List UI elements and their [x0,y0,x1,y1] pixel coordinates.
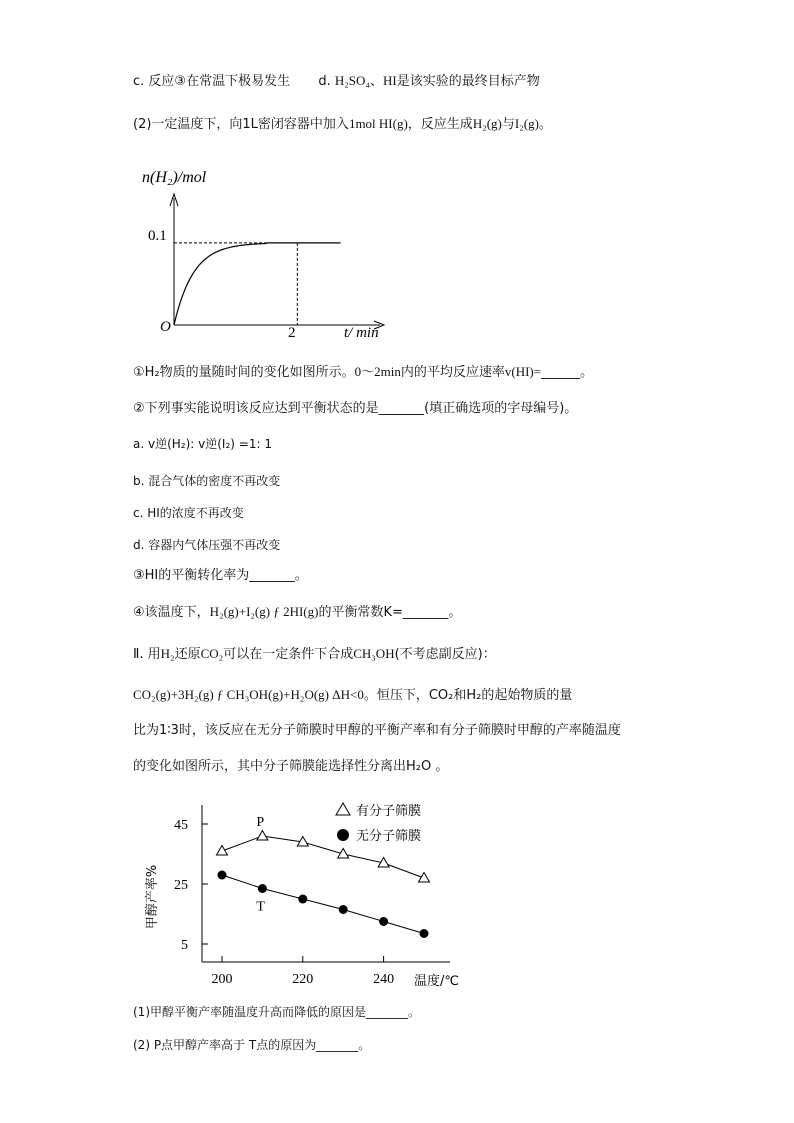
without-membrane-point-4 [379,917,388,926]
part2-line1 [133,645,496,664]
without-membrane-point-3 [339,905,348,914]
part2-l1-d: CO₂ [200,646,224,661]
part2-line4: 的变化如图所示，其中分子筛膜能选择性分离出H₂O 。 [133,759,449,774]
option-c: c. 反应③在常温下极易发生 [133,74,291,89]
q2-2-option-b: b. 混合气体的密度不再改变 [133,474,281,488]
part2-equation: CO₂(g)+3H₂(g) ƒ CH₃OH(g)+H₂O(g) ΔH<0 [133,687,364,702]
part2-l2-b: 。恒压下，CO₂和H₂的起始物质的量 [363,688,573,703]
option-d-formula: H₂SO₄、HI [334,73,397,88]
with-membrane-point-0 [217,846,228,856]
q2-4-a: ④该温度下， [133,605,210,620]
y-tick-label-0: 45 [174,818,188,833]
legend-circle-icon [337,829,349,841]
part2-l1-f: CH₃OH [353,646,395,661]
with-membrane-point-1 [257,831,268,841]
y-tick-label-2: 5 [181,938,188,953]
q2-intro-e: 。 [538,117,552,132]
chart1-x-tick: 2 [288,325,296,341]
part2-l1-b: H₂ [160,646,175,661]
chart1-y-tick: 0.1 [148,228,167,244]
q2-2-option-c: c. HI的浓度不再改变 [133,506,244,520]
chart2-ylabel: 甲醇产率% [145,864,160,930]
q2-intro-c: ，反应生成 [407,117,473,132]
chart1-ylabel: n(H₂)/mol [142,169,207,186]
part2-line3: 比为1∶3时，该反应在无分子筛膜时甲醇的平衡产率和有分子筛膜时甲醇的产率随温度 [133,723,621,738]
part2-l1-a: Ⅱ. 用 [133,647,161,662]
part2-l1-e: 可以在一定条件下合成 [223,647,354,662]
legend-triangle-icon [336,803,350,815]
q2-intro [133,115,552,134]
q2-1-a: ①H₂物质的量随时间的变化如图所示。 [133,365,355,380]
x-tick-label-2: 240 [373,972,395,987]
y-tick-label-1: 25 [174,878,188,893]
chart2-label-t: T [256,899,265,915]
x-tick-label-0: 200 [211,972,233,987]
option-d-prefix: d. [318,74,335,89]
x-tick-label-1: 220 [292,972,314,987]
option-cd-line [133,72,540,91]
chart1-origin: O [160,319,171,335]
q2-1-blank: ______ [541,365,581,380]
part2-l1-c: 还原 [174,647,201,662]
chart2-y-ticks [174,818,208,953]
q2-1-b: 0～2min内的平均反应速率v(HI)= [354,364,542,379]
without-membrane-point-1 [258,884,267,893]
q2-4-c: 的平衡常数K=_______。 [318,605,462,620]
legend-without-membrane: 无分子筛膜 [356,829,422,844]
q-end-2: (2) P点甲醇产率高于 T点的原因为_______。 [133,1038,371,1052]
q2-1-c: 。 [580,365,594,380]
part2-line2 [133,686,572,705]
chart2-x-ticks [212,956,395,987]
q2-2-option-d: d. 容器内气体压强不再改变 [133,538,281,552]
part2-l1-g: (不考虑副反应)： [394,647,496,662]
q2-2-option-a: a. v逆(H₂): v逆(I₂) =1: 1 [133,437,272,451]
chart2-series-without-membrane-line [222,875,424,934]
option-d-suffix: 是该实验的最终目标产物 [396,74,540,89]
q2-2: ②下列事实能说明该反应达到平衡状态的是_______(填正确选项的字母编号)。 [133,401,578,416]
without-membrane-point-2 [298,895,307,904]
chart2-label-p: P [256,815,265,830]
q2-4-equation: H₂(g)+I₂(g) ƒ 2HI(g) [209,604,319,619]
methanol-yield-chart [140,797,470,997]
without-membrane-point-5 [420,929,429,938]
legend-with-membrane: 有分子筛膜 [356,804,422,819]
chart2-xlabel: 温度/℃ [414,974,459,989]
without-membrane-point-0 [218,871,227,880]
q2-intro-b: 1mol HI(g) [348,116,408,131]
with-membrane-point-5 [419,873,430,883]
q2-intro-d: H₂(g)与I₂(g) [472,116,539,131]
q-end-1: (1)甲醇平衡产率随温度升高而降低的原因是_______。 [133,1005,420,1019]
q2-1 [133,363,593,382]
chart1-curve [174,244,267,326]
q2-4 [133,603,461,622]
chart1-xlabel: t/ min [344,325,379,341]
q2-intro-a: (2)一定温度下，向1L密闭容器中加入 [133,117,349,132]
h2-time-chart [130,160,400,345]
q2-3: ③HI的平衡转化率为_______。 [133,568,308,583]
